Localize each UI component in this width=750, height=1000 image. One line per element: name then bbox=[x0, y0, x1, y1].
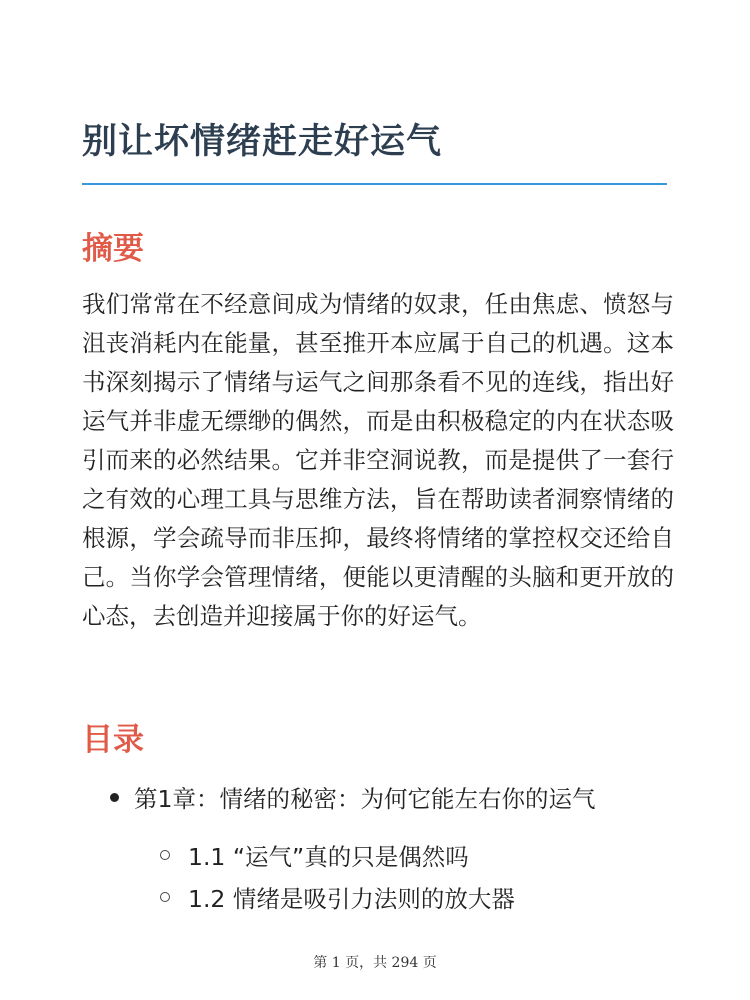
toc-item-section-1-2[interactable] bbox=[160, 880, 515, 914]
abstract-paragraph: 我们常常在不经意间成为情绪的奴隶，任由焦虑、愤怒与沮丧消耗内在能量，甚至推开本应属于自己的机遇。这本书深刻揭示了情绪与运气之间那条看不见的连线，指出好运气并非虚无缥缈的偶然，而是由积极稳定的内在状态吸引而来的必然结果。它并非空洞说教，而是提供了一套行之有效的心理工具与思维方法，旨在帮助读者洞察情绪的根源，学会疏导而非压抑，最终将情绪的掌控权交还给自己。当你学会管理情绪，便能以更清醒的头脑和更开放的心态，去创造并迎接属于你的好运气。 bbox=[82, 290, 674, 630]
document-title: 别让坏情绪赶走好运气 bbox=[82, 122, 443, 162]
bullet-circle-icon bbox=[160, 892, 170, 902]
toc-item-label: 1.2 情绪是吸引力法则的放大器 bbox=[188, 885, 515, 913]
toc-item-label: 第1章：情绪的秘密：为何它能左右你的运气 bbox=[134, 785, 596, 813]
page-number-footer: 第 1 页，共 294 页 bbox=[313, 955, 437, 971]
title-divider bbox=[82, 183, 667, 185]
bullet-circle-icon bbox=[160, 850, 170, 860]
abstract-heading: 摘要 bbox=[82, 231, 144, 267]
toc-item-chapter-1[interactable] bbox=[110, 780, 595, 814]
toc-heading: 目录 bbox=[82, 722, 144, 758]
bullet-disc-icon bbox=[110, 793, 119, 802]
toc-item-section-1-1[interactable] bbox=[160, 838, 469, 872]
toc-item-label: 1.1 “运气”真的只是偶然吗 bbox=[188, 843, 469, 871]
